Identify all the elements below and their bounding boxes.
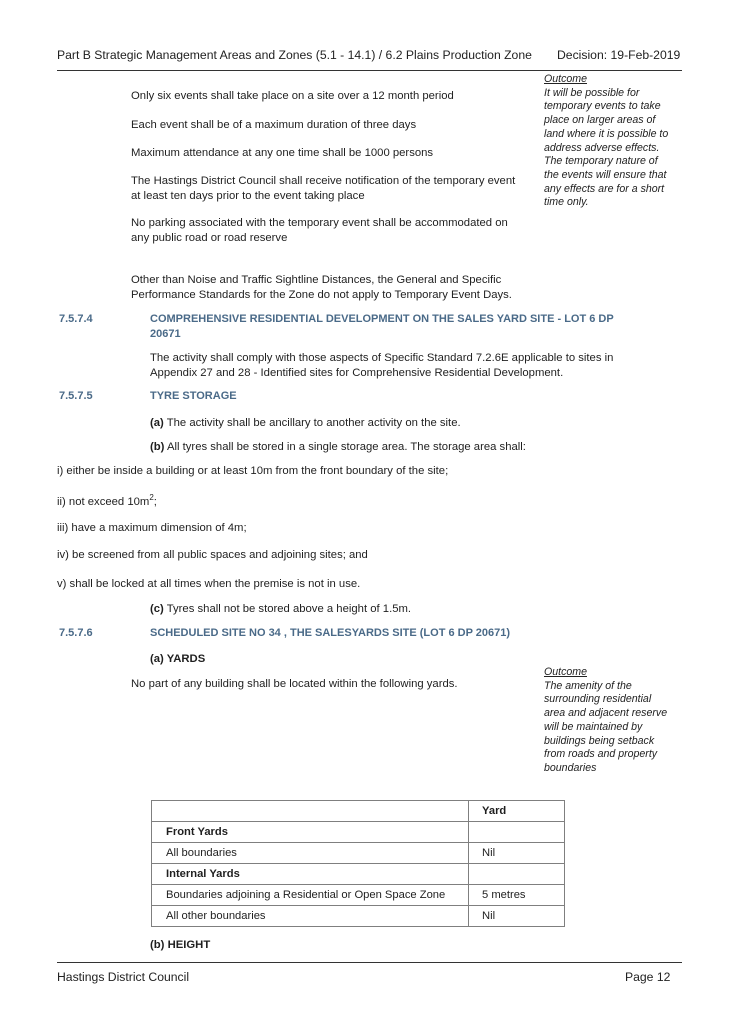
rule-attendance: Maximum attendance at any one time shall be 1000 persons <box>131 147 434 159</box>
header-rule <box>57 70 682 71</box>
table-row-label: Front Yards <box>152 822 469 843</box>
table-row-label: All boundaries <box>152 843 469 864</box>
tyre-item-ii-end: ; <box>153 495 157 508</box>
table-row <box>152 885 565 906</box>
yards-outcome-text: The amenity of the surrounding residential area and adjacent reserve will be maintained by buildings being setback from roads and property boundaries <box>544 679 668 774</box>
section-title-7575: TYRE STORAGE <box>150 390 237 402</box>
footer-rule <box>57 962 682 963</box>
yards-outcome <box>544 666 669 776</box>
table-row <box>152 843 565 864</box>
table-row <box>152 822 565 843</box>
section-title-7576: SCHEDULED SITE NO 34 , THE SALESYARDS SITE (LOT 6 DP 20671) <box>150 627 511 639</box>
section-title-7574: COMPREHENSIVE RESIDENTIAL DEVELOPMENT ON THE SALES YARD SITE - LOT 6 DP 20671 <box>150 313 614 340</box>
tyre-clause-a <box>150 416 461 431</box>
section-number-7576: 7.5.7.6 <box>59 627 93 639</box>
yards-text: No part of any building shall be located within the following yards. <box>131 678 458 690</box>
outcome-heading: Outcome <box>544 73 587 85</box>
section-number-7574: 7.5.7.4 <box>59 313 93 325</box>
rule-six-events: Only six events shall take place on a site over a 12 month period <box>131 90 454 102</box>
tyre-clause-c <box>150 602 411 617</box>
tyre-item-i: i) either be inside a building or at least 10m from the front boundary of the site; <box>57 465 449 477</box>
tyre-item-v: v) shall be locked at all times when the premise is not in use. <box>57 578 361 590</box>
clause-a-text: The activity shall be ancillary to another activity on the site. <box>166 417 461 429</box>
height-heading: (b) HEIGHT <box>150 939 211 951</box>
table-header-empty <box>152 801 469 822</box>
outcome-text: It will be possible for temporary events to take place on larger areas of land where it is possible to address adverse effects. The temporary nature of the events will ensure that any effects are for a short time only. <box>544 86 669 209</box>
clause-c-text: Tyres shall not be stored above a height of 1.5m. <box>166 603 412 615</box>
tyre-clause-b <box>150 440 526 455</box>
table-header-yard: Yard <box>469 801 565 822</box>
table-row-value: 5 metres <box>469 885 565 906</box>
yards-outcome-heading: Outcome <box>544 666 587 678</box>
tyre-item-ii <box>57 490 157 510</box>
footer-page-number: Page 12 <box>625 970 671 984</box>
clause-a-label: (a) <box>150 417 164 429</box>
table-row-value <box>469 822 565 843</box>
clause-b-label: (b) <box>150 441 165 453</box>
tyre-item-ii-sup: 2 <box>149 493 154 502</box>
table-row-value <box>469 864 565 885</box>
yards-heading: (a) YARDS <box>150 653 206 665</box>
tyre-item-ii-text: ii) not exceed 10m <box>57 495 150 508</box>
header-decision-date: Decision: 19-Feb-2019 <box>557 48 681 62</box>
yards-table <box>151 800 565 927</box>
section-number-7575: 7.5.7.5 <box>59 390 93 402</box>
table-row <box>152 906 565 927</box>
table-row-label: Boundaries adjoining a Residential or Open Space Zone <box>152 885 469 906</box>
table-row-label: Internal Yards <box>152 864 469 885</box>
footer-org: Hastings District Council <box>57 970 190 984</box>
rule-notification: The Hastings District Council shall receive notification of the temporary event at least ten days prior to the event taking place <box>131 175 516 202</box>
table-header-row <box>152 801 565 822</box>
rule-duration: Each event shall be of a maximum duration of three days <box>131 119 417 131</box>
temporary-events-outcome <box>544 73 674 210</box>
tyre-item-iii: iii) have a maximum dimension of 4m; <box>57 522 247 534</box>
tyre-item-iv: iv) be screened from all public spaces and adjoining sites; and <box>57 549 368 561</box>
clause-c-label: (c) <box>150 603 164 615</box>
rule-parking: No parking associated with the temporary event shall be accommodated on any public road or road reserve <box>131 217 508 244</box>
table-row-value: Nil <box>469 843 565 864</box>
rule-performance-standards: Other than Noise and Traffic Sightline Distances, the General and Specific Performance Standards for the Zone do not apply to Temporary Event Days. <box>131 274 512 301</box>
table-row <box>152 864 565 885</box>
clause-b-text: All tyres shall be stored in a single storage area. The storage area shall: <box>166 441 526 453</box>
section-text-7574: The activity shall comply with those aspects of Specific Standard 7.2.6E applicable to sites in Appendix 27 and 28 - Identified sites for Comprehensive Residential Development. <box>150 352 614 379</box>
table-row-value: Nil <box>469 906 565 927</box>
header-title: Part B Strategic Management Areas and Zones (5.1 - 14.1) / 6.2 Plains Production Zone <box>57 48 532 62</box>
table-row-label: All other boundaries <box>152 906 469 927</box>
